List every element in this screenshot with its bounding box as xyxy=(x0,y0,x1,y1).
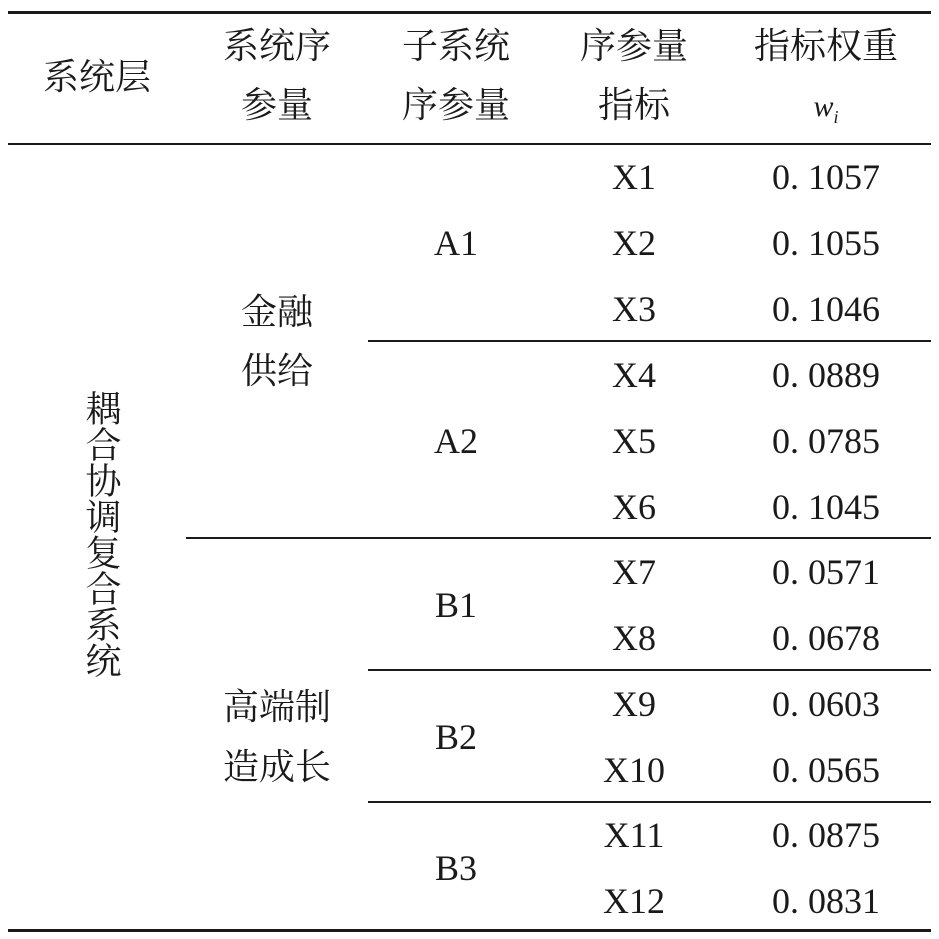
weight-x3: 0. 1046 xyxy=(772,289,880,329)
weight-x8: 0. 0678 xyxy=(772,618,880,658)
weight-x1: 0. 1057 xyxy=(772,157,880,197)
indicator-x9: X9 xyxy=(612,684,656,724)
header-indicator-line1: 序参量 xyxy=(579,26,689,67)
header-sub-order-line2: 序参量 xyxy=(401,85,511,126)
indicator-x5: X5 xyxy=(612,421,656,461)
bottom-rule xyxy=(8,929,931,932)
weight-x6: 0. 1045 xyxy=(772,487,880,527)
indicator-x8: X8 xyxy=(612,618,656,658)
indicator-x10: X10 xyxy=(603,750,665,790)
subsystem-a1: A1 xyxy=(434,223,478,263)
top-rule xyxy=(8,11,931,14)
group-manufacturing-line1: 高端制 xyxy=(222,687,332,728)
header-indicator-line2: 指标 xyxy=(597,85,671,126)
indicator-x7: X7 xyxy=(612,552,656,592)
indicator-x4: X4 xyxy=(612,355,656,395)
weight-x9: 0. 0603 xyxy=(772,684,880,724)
divider-b1-b2 xyxy=(368,669,931,671)
indicator-x12: X12 xyxy=(603,881,665,921)
weight-x5: 0. 0785 xyxy=(772,421,880,461)
header-weight-symbol: $w_i$ xyxy=(813,90,839,127)
indicator-x11: X11 xyxy=(603,815,665,855)
group-financial-line2: 供给 xyxy=(240,351,314,392)
system-name: 耦合协调复合系统 xyxy=(80,390,121,678)
header-rule xyxy=(8,143,931,145)
indicator-x2: X2 xyxy=(612,223,656,263)
subsystem-b2: B2 xyxy=(434,717,478,757)
weight-x7: 0. 0571 xyxy=(772,552,880,592)
subsystem-b3: B3 xyxy=(434,848,478,888)
group-manufacturing-line2: 造成长 xyxy=(222,747,332,788)
subsystem-b1: B1 xyxy=(434,585,478,625)
weight-x10: 0. 0565 xyxy=(772,750,880,790)
weight-x11: 0. 0875 xyxy=(772,815,880,855)
weight-x12: 0. 0831 xyxy=(772,881,880,921)
header-sub-order-line1: 子系统 xyxy=(401,26,511,67)
subsystem-a2: A2 xyxy=(434,421,478,461)
header-sys-order-line2: 参量 xyxy=(240,85,314,126)
divider-a1-a2 xyxy=(368,340,931,342)
indicator-x1: X1 xyxy=(612,157,656,197)
indicator-x6: X6 xyxy=(612,487,656,527)
group-financial-line1: 金融 xyxy=(240,292,314,333)
divider-group xyxy=(186,537,931,539)
header-sys-order-line1: 系统序 xyxy=(222,26,332,67)
weight-x4: 0. 0889 xyxy=(772,355,880,395)
divider-b2-b3 xyxy=(368,801,931,803)
header-system-layer: 系统层 xyxy=(42,57,152,98)
indicator-x3: X3 xyxy=(612,289,656,329)
weight-x2: 0. 1055 xyxy=(772,223,880,263)
header-weight-line1: 指标权重 xyxy=(753,26,899,67)
